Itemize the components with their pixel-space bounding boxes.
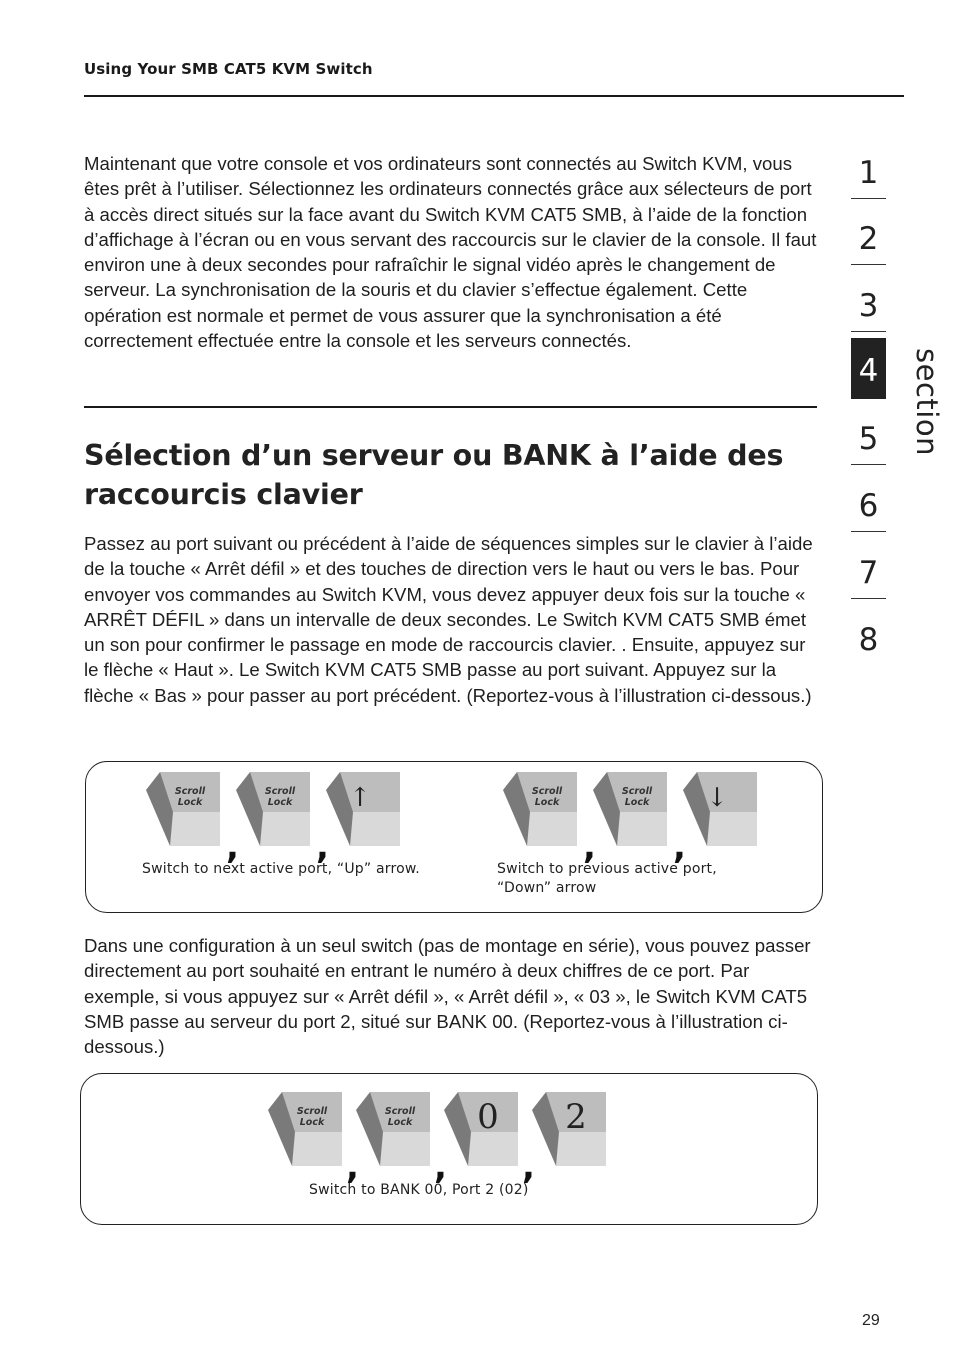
scroll-lock-key	[503, 772, 577, 846]
comma-separator: ,	[673, 827, 686, 867]
key-label-scroll: Scroll	[296, 1106, 328, 1117]
section-number-5: 5	[858, 421, 879, 457]
key-sequence-next	[140, 766, 420, 867]
header-rule	[84, 95, 904, 97]
key-sequence-direct-port	[262, 1086, 622, 1187]
scroll-lock-key	[593, 772, 667, 846]
caption-previous-port	[497, 860, 717, 898]
down-arrow-icon: ↓	[706, 783, 728, 813]
down-arrow-key	[683, 772, 757, 846]
section-divider-line	[851, 598, 886, 599]
caption-next-port: Switch to next active port, “Up” arrow.	[142, 861, 420, 877]
section-label: section	[910, 348, 944, 456]
digit-zero-label: 0	[477, 1097, 499, 1137]
section-divider-line	[851, 331, 886, 332]
comma-separator: ,	[583, 827, 596, 867]
digit-two-key	[532, 1092, 606, 1166]
key-label-scroll: Scroll	[531, 786, 563, 797]
section-heading: Sélection d’un serveur ou BANK à l’aide des raccourcis clavier	[84, 439, 784, 511]
digit-zero-key	[444, 1092, 518, 1166]
page-number: 29	[862, 1312, 880, 1329]
key-label-lock: Lock	[267, 797, 293, 808]
key-label-scroll: Scroll	[621, 786, 653, 797]
caption-previous-line-1: Switch to previous active port,	[497, 861, 717, 877]
section-number-3: 3	[858, 288, 879, 324]
comma-separator: ,	[346, 1147, 359, 1187]
scroll-lock-key	[268, 1092, 342, 1166]
running-header: Using Your SMB CAT5 KVM Switch	[84, 60, 373, 78]
key-label-scroll: Scroll	[174, 786, 206, 797]
key-label-lock: Lock	[387, 1117, 413, 1128]
key-label-lock: Lock	[177, 797, 203, 808]
section-divider-line	[851, 531, 886, 532]
key-label-lock: Lock	[624, 797, 650, 808]
section-number-4-active: 4	[851, 338, 886, 399]
section-number-2: 2	[858, 221, 879, 257]
key-label-lock: Lock	[534, 797, 560, 808]
caption-direct-port: Switch to BANK 00, Port 2 (02)	[309, 1182, 529, 1198]
key-label-lock: Lock	[299, 1117, 325, 1128]
up-arrow-icon: ↑	[349, 783, 371, 813]
intro-paragraph: Maintenant que votre console et vos ordinateurs sont connectés au Switch KVM, vous êtes prêt à l’utiliser. Sélectionnez les ordinateurs connectés grâce aux sélecteurs de port à accès direct situés sur la face avant du Switch KVM CAT5 SMB, à l’aide de la fonction d’affichage à l’écran ou en vous servant des raccourcis sur le clavier de la console. Il faut environ une à deux secondes pour rafraîchir le signal vidéo après le changement de serveur. La synchronisation de la souris et du clavier s’effectue également. Cette opération est normale et permet de vous assurer que la synchronisation a été correctement effectuée entre la console et les serveurs connectés.	[84, 153, 817, 352]
key-label-scroll: Scroll	[384, 1106, 416, 1117]
section-divider-line	[851, 264, 886, 265]
key-sequence-previous	[497, 766, 777, 867]
section-number-6: 6	[858, 488, 879, 524]
hotkey-paragraph: Passez au port suivant ou précédent à l’aide de séquences simples sur le clavier à l’aide de la touche « Arrêt défil » et des touches de direction vers le haut ou vers le bas. Pour envoyer vos commandes au Switch KVM, vous devez appuyer deux fois sur la touche « ARRÊT DÉFIL » dans un intervalle de deux secondes. Le Switch KVM CAT5 SMB émet un son pour confirmer le passage en mode de raccourcis clavier. . Ensuite, appuyez sur le flèche « Haut ». Le Switch KVM CAT5 SMB passe au port suivant. Appuyez sur la flèche « Bas » pour passer au port précédent. (Reportez-vous à l’illustration ci-dessous.)	[84, 533, 813, 706]
scroll-lock-key	[236, 772, 310, 846]
digit-two-label: 2	[565, 1097, 587, 1137]
comma-separator: ,	[522, 1147, 535, 1187]
up-arrow-key	[326, 772, 400, 846]
key-label-scroll: Scroll	[264, 786, 296, 797]
section-number-8: 8	[858, 622, 879, 658]
direct-port-paragraph: Dans une configuration à un seul switch (pas de montage en série), vous pouvez passer directement au port souhaité en entrant le numéro à deux chiffres de ce port. Par exemple, si vous appuyez sur « Arrêt défil », « Arrêt défil », « 03 », le Switch KVM CAT5 SMB passe au serveur du port 2, situé sur BANK 00. (Reportez-vous à l’illustration ci-dessous.)	[84, 935, 811, 1058]
comma-separator: ,	[434, 1147, 447, 1187]
section-divider	[84, 406, 817, 408]
section-number-1: 1	[858, 155, 879, 191]
section-divider-line	[851, 198, 886, 199]
section-divider-line	[851, 464, 886, 465]
comma-separator: ,	[226, 827, 239, 867]
section-number-7: 7	[858, 555, 879, 591]
caption-previous-line-2: “Down” arrow	[497, 880, 597, 896]
scroll-lock-key	[356, 1092, 430, 1166]
scroll-lock-key	[146, 772, 220, 846]
comma-separator: ,	[316, 827, 329, 867]
